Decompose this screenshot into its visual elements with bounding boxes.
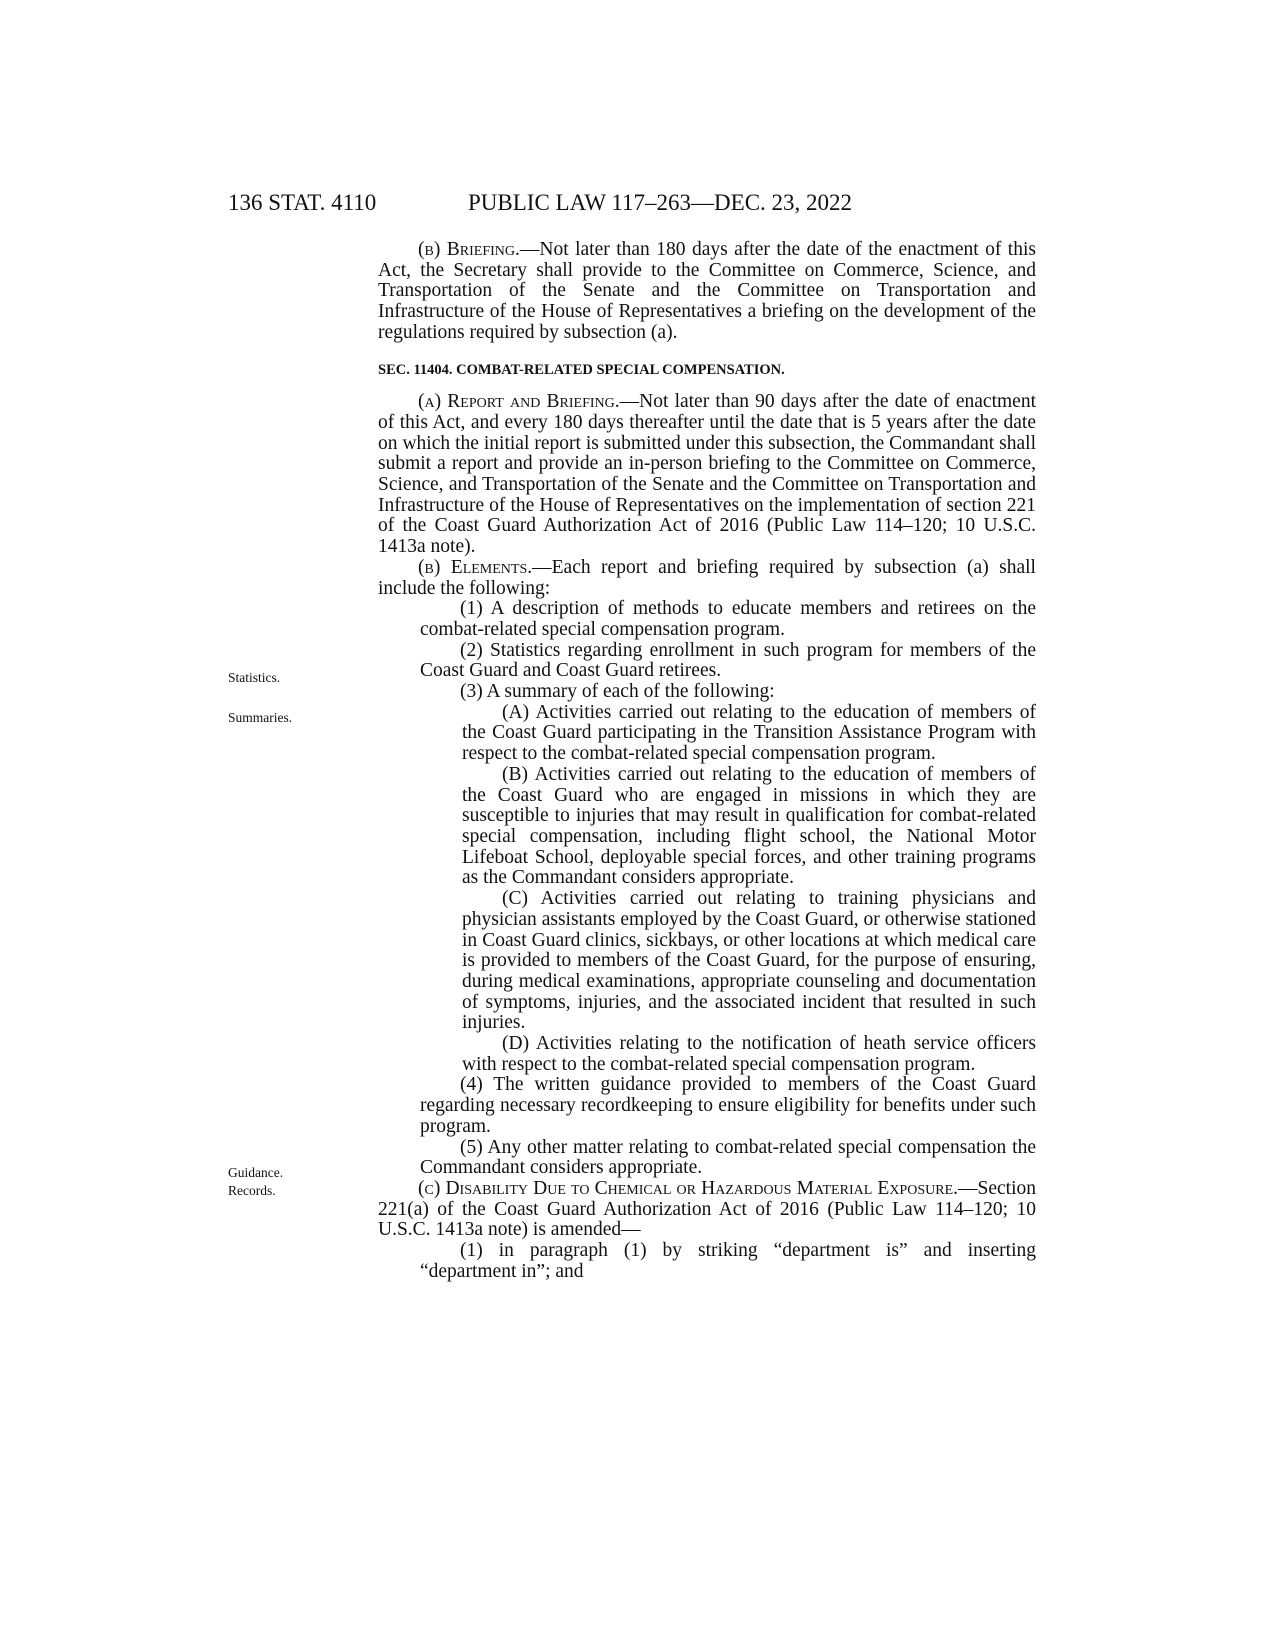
margin-note-guidance: Guidance.	[228, 1165, 284, 1180]
item-A: (A) Activities carried out relating to the education of members of the Coast Guard participating in the Transition Assistance Program with respect to the combat-related special compensation program.	[462, 701, 1036, 765]
margin-note-summaries: Summaries.	[228, 710, 293, 725]
item-2: (2) Statistics regarding enrollment in such program for members of the Coast Guard and Coast Guard retirees.	[420, 639, 1036, 682]
item-c1: (1) in paragraph (1) by striking “department is” and inserting “department in”; and	[420, 1240, 1036, 1282]
margin-note-records: Records.	[228, 1183, 276, 1198]
heading-report-briefing: (a) Report and Briefing.	[418, 391, 620, 413]
paragraph-b-elements: (b) Elements.—Each report and briefing required by subsection (a) shall include the following:	[378, 556, 1036, 599]
paragraph-b-briefing: (b) Briefing.—Not later than 180 days after the date of the enactment of this Act, the Secretary shall provide to the Committee on Commerce, Science, and Transportation of the Senate and the Committee on Transportation and Infrastructure of the House of Representatives a briefing on the development of the regulations required by subsection (a).	[378, 239, 1036, 343]
item-C: (C) Activities carried out relating to training physicians and physician assistants employed by the Coast Guard, or otherwise stationed in Coast Guard clinics, sickbays, or other locations at which medical care is provided to members of the Coast Guard, for the purpose of ensuring, during medical examinations, appropriate counseling and documentation of symptoms, injuries, and the associated incident that resulted in such injuries.	[462, 888, 1036, 1034]
item-3: (3) A summary of each of the following:	[460, 681, 775, 703]
item-D: (D) Activities relating to the notification of heath service officers with respect to the combat-related special compensation program.	[462, 1033, 1036, 1075]
heading-briefing: (b) Briefing.	[418, 239, 520, 260]
heading-disability: (c) Disability Due to Chemical or Hazardous Material Exposure.	[418, 1177, 958, 1199]
paragraph-c-disability: (c) Disability Due to Chemical or Hazardous Material Exposure.—Section 221(a) of the Coast Guard Authorization Act of 2016 (Public Law 114–120; 10 U.S.C. 1413a note) is amended—	[378, 1177, 1036, 1241]
item-4: (4) The written guidance provided to members of the Coast Guard regarding necessary recordkeeping to ensure eligibility for benefits under such program.	[420, 1074, 1036, 1137]
item-B: (B) Activities carried out relating to the education of members of the Coast Guard who are engaged in missions in which they are susceptible to injuries that may result in qualification for combat-related special compensation, including flight school, the National Motor Lifeboat School, deployable special forces, and other training programs as the Commandant considers appropriate.	[462, 763, 1036, 889]
section-heading: SEC. 11404. COMBAT-RELATED SPECIAL COMPENSATION.	[378, 361, 785, 378]
item-1: (1) A description of methods to educate members and retirees on the combat-related special compensation program.	[420, 598, 1036, 640]
paragraph-a-report: (a) Report and Briefing.—Not later than 90 days after the date of enactment of this Act, and every 180 days thereafter until the date that is 5 years after the date on which the initial report is submitted under this subsection, the Commandant shall submit a report and provide an in-person briefing to the Committee on Commerce, Science, and Transportation of the Senate and the Committee on Transportation and Infrastructure of the House of Representatives on the implementation of section 221 of the Coast Guard Authorization Act of 2016 (Public Law 114–120; 10 U.S.C. 1413a note).	[378, 391, 1036, 558]
margin-note-statistics: Statistics.	[228, 670, 281, 685]
stat-citation: 136 STAT. 4110	[228, 190, 377, 215]
body-text	[378, 240, 1036, 1282]
heading-elements: (b) Elements.	[418, 556, 533, 578]
public-law-title: PUBLIC LAW 117–263—DEC. 23, 2022	[468, 190, 853, 215]
item-5: (5) Any other matter relating to combat-related special compensation the Commandant considers appropriate.	[420, 1136, 1036, 1179]
